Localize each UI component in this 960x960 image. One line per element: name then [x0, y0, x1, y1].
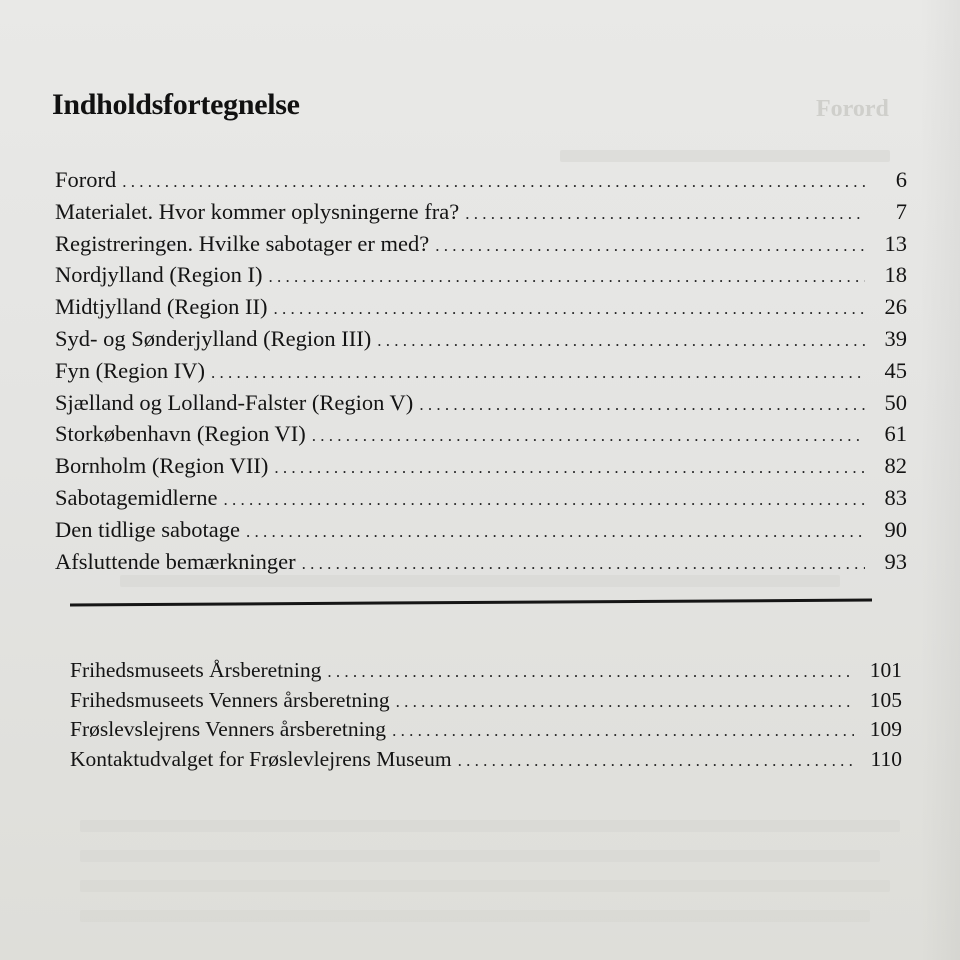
toc-entry-page-number: 61 — [884, 421, 907, 447]
toc-entry-title: Fyn (Region IV) — [55, 357, 205, 383]
toc-entry — [55, 228, 907, 260]
dot-leader — [458, 746, 854, 776]
dot-leader — [392, 716, 854, 746]
toc-entry — [55, 323, 907, 355]
bleed-through-line — [80, 820, 900, 832]
page-edge-shadow — [920, 0, 960, 960]
toc-entry-title: Sjælland og Lolland-Falster (Region V) — [55, 389, 414, 415]
dot-leader — [419, 389, 865, 421]
toc-entry-page-number: 93 — [884, 548, 907, 574]
toc-entry-page-number: 7 — [895, 198, 907, 224]
toc-entry-title: Syd- og Sønderjylland (Region III) — [55, 325, 372, 351]
toc-entry-page-number: 6 — [895, 167, 907, 192]
toc-entry-title: Nordjylland (Region I) — [55, 262, 263, 288]
toc-entry-title: Afsluttende bemærkninger — [55, 548, 296, 574]
toc-entry-page-number: 18 — [884, 262, 907, 288]
dot-leader — [211, 357, 865, 389]
bleed-through-line — [80, 850, 880, 862]
toc-entry — [55, 196, 907, 228]
dot-leader — [377, 325, 865, 357]
toc-entry-title: Sabotagemidlerne — [55, 484, 218, 510]
toc-heading: Indholdsfortegnelse — [52, 88, 300, 121]
toc-entry-page-number: 90 — [884, 516, 907, 542]
toc-entry-title: Materialet. Hvor kommer oplysningerne fra? — [55, 198, 460, 224]
dot-leader — [274, 452, 865, 484]
toc-entry-page-number: 105 — [869, 687, 902, 712]
dot-leader — [268, 261, 865, 293]
toc-appendix-entry — [70, 656, 902, 686]
toc-entry — [55, 387, 907, 419]
dot-leader — [465, 198, 865, 230]
dot-leader — [223, 484, 865, 516]
toc-entry-page-number: 101 — [869, 658, 902, 682]
toc-entry — [55, 450, 907, 482]
toc-entry-page-number: 110 — [870, 746, 902, 771]
toc-entry — [55, 291, 907, 323]
toc-entry-page-number: 109 — [869, 717, 902, 741]
dot-leader — [273, 293, 865, 325]
toc-entry — [55, 355, 907, 387]
bleed-through-line — [80, 880, 890, 892]
bleed-through-line — [560, 150, 890, 162]
toc-entry-title: Frihedsmuseets Årsberetning — [70, 658, 322, 682]
bleed-through-line — [80, 910, 870, 922]
dot-leader — [327, 657, 854, 687]
toc-entry-title: Registreringen. Hvilke sabotager er med? — [55, 230, 430, 256]
toc-entry-title: Den tidlige sabotage — [55, 516, 240, 542]
toc-entry-title: Forord — [55, 167, 117, 192]
dot-leader — [122, 166, 865, 198]
toc-entry-title: Storkøbenhavn (Region VI) — [55, 421, 306, 447]
toc-entry — [55, 482, 907, 514]
toc-entry-page-number: 26 — [884, 294, 907, 320]
dot-leader — [312, 420, 865, 452]
toc-entry — [55, 514, 907, 546]
toc-entry-page-number: 45 — [884, 357, 907, 383]
toc-entry-title: Kontaktudvalget for Frøslevlejrens Museum — [70, 746, 452, 771]
toc-entry-page-number: 39 — [884, 325, 907, 351]
dot-leader — [302, 548, 865, 580]
toc-entry — [55, 418, 907, 450]
toc-entry-page-number: 83 — [884, 484, 907, 510]
toc-entry-title: Frøslevslejrens Venners årsberetning — [70, 717, 387, 741]
toc-entry — [55, 259, 907, 291]
toc-appendix-entry — [70, 686, 902, 716]
toc-entry-page-number: 13 — [884, 230, 907, 256]
dot-leader — [396, 687, 854, 717]
bleed-through-header: Forord — [816, 96, 889, 122]
dot-leader — [435, 230, 865, 262]
dot-leader — [246, 516, 865, 548]
toc-appendix-list — [70, 656, 902, 774]
toc-entry-title: Midtjylland (Region II) — [55, 294, 268, 320]
toc-entry-page-number: 82 — [884, 453, 907, 479]
toc-entry-title: Frihedsmuseets Venners årsberetning — [70, 687, 390, 712]
toc-entry-page-number: 50 — [884, 389, 907, 415]
toc-list — [55, 164, 907, 577]
section-divider — [70, 599, 872, 607]
toc-appendix-entry — [70, 715, 902, 745]
toc-appendix-entry — [70, 745, 902, 775]
toc-entry — [55, 164, 907, 196]
toc-entry — [55, 546, 907, 578]
toc-entry-title: Bornholm (Region VII) — [55, 453, 269, 479]
